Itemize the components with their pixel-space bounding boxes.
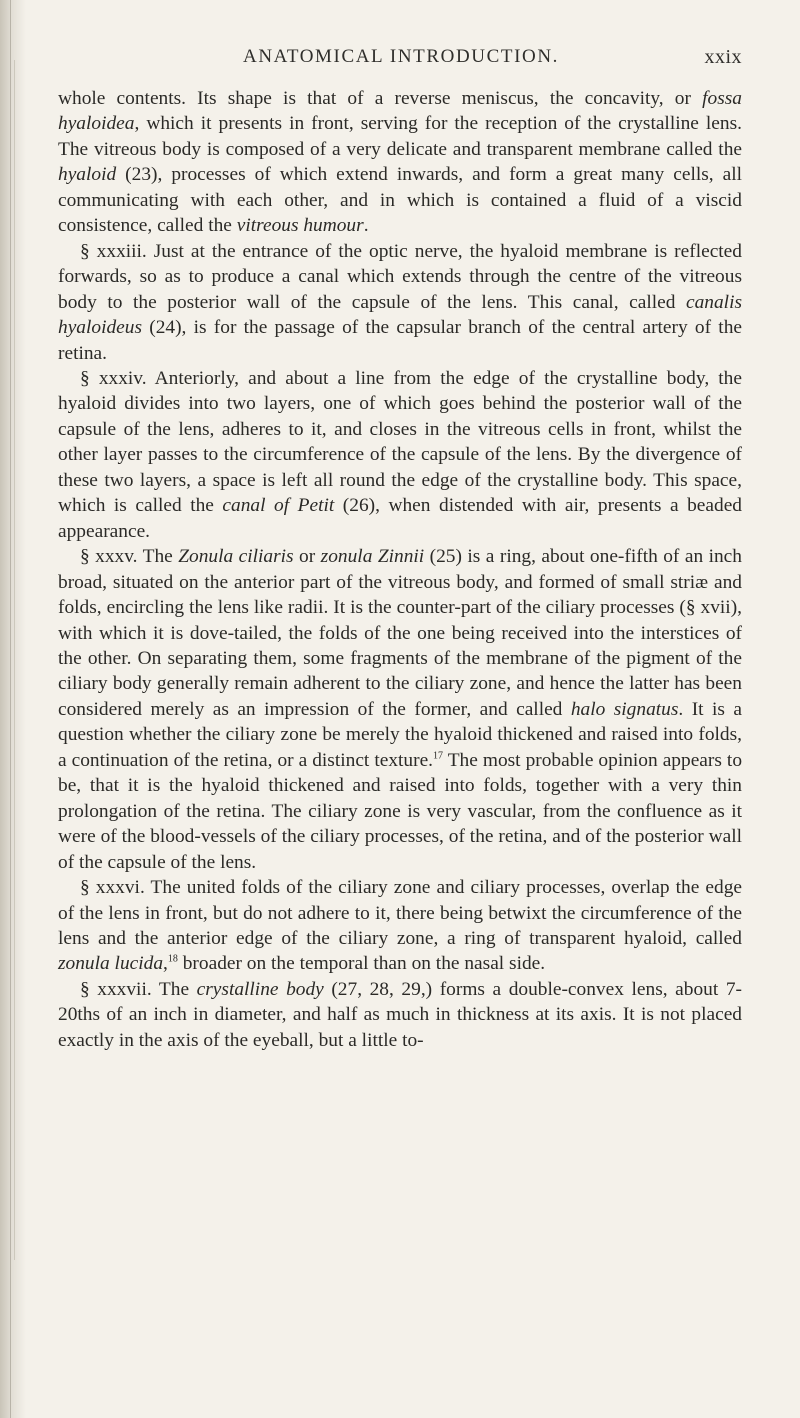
binding-edge-line-inner	[14, 60, 15, 1260]
italic-term: halo signatus	[570, 698, 679, 720]
paragraph	[58, 875, 742, 977]
paragraph	[58, 239, 742, 366]
text-run: ,	[163, 953, 168, 975]
italic-term: zonula Zinnii	[320, 546, 425, 568]
running-title: ANATOMICAL INTRODUCTION.	[243, 46, 559, 67]
text-run: broader on the temporal than on the nasal side.	[177, 953, 546, 975]
text-run: (26), when distended with air, presents a beaded appearance.	[58, 495, 742, 542]
italic-term: hyaloid	[58, 164, 117, 186]
text-run: § xxxvi. The united folds of the ciliary zone and ciliary processes, overlap the edge of the lens in front, but do not adhere to it, there being betwixt the circumference of the lens and the anterior edge of the ciliary zone, a ring of transparent hyaloid, called	[58, 877, 742, 949]
text-run: . It is a question whether the ciliary zone be merely the hyaloid thickened and raised into folds, a continuation of the retina, or a distinct texture.	[58, 698, 742, 771]
text-run: (27, 28, 29,) forms a double-convex lens, about 7-20ths of an inch in diameter, and half as much in thickness at its axis. It is not placed exactly in the axis of the eyeball, but a little to-	[58, 978, 742, 1051]
italic-term: zonula lucida	[58, 953, 164, 975]
footnote-marker: 18	[167, 953, 178, 965]
italic-term: canal of Petit	[222, 495, 335, 517]
text-run: or	[293, 546, 321, 568]
text-run: § xxxiii. Just at the entrance of the optic nerve, the hyaloid membrane is reflected forwards, so as to produce a canal which extends through the centre of the vitreous body to the posterior wall of the capsule of the lens. This canal, called	[58, 240, 742, 313]
text-run: § xxxv. The	[80, 546, 179, 568]
paragraph	[58, 544, 742, 875]
italic-term: vitreous humour	[236, 215, 364, 237]
paragraph	[58, 366, 742, 544]
footnote-marker: 17	[433, 750, 444, 762]
text-run: .	[363, 215, 369, 237]
text-run: The most probable opinion appears to be, that it is the hyaloid thickened and raised into folds, together with a very thin prolongation of the retina. The ciliary zone is very vascular, from the confluence as it were of the blood-vessels of the ciliary processes, of the retina, and of the posterior wall of the capsule of the lens.	[58, 749, 743, 873]
paragraph	[58, 977, 742, 1053]
italic-term: canalis hyaloideus	[58, 291, 742, 339]
binding-edge-line	[10, 0, 11, 1418]
text-run: , which it presents in front, serving for the reception of the crystalline lens. The vitreous body is composed of a very delicate and transparent membrane called the	[58, 113, 742, 160]
text-run: whole contents. Its shape is that of a reverse meniscus, the concavity, or	[58, 88, 703, 109]
text-run: (24), is for the passage of the capsular branch of the central artery of the retina.	[58, 317, 742, 364]
italic-term: fossa hyaloidea	[58, 88, 742, 135]
binding-gutter	[0, 0, 26, 1418]
italic-term: Zonula ciliaris	[178, 546, 294, 568]
text-run: (23), processes of which extend inwards, and form a great many cells, all communicating with each other, and in which is contained a fluid of a viscid consistence, called the	[58, 164, 742, 237]
text-run: (25) is a ring, about one-fifth of an inch broad, situated on the anterior part of the vitreous body, and formed of small striæ and folds, encircling the lens like radii. It is the counter-part of the ciliary processes (§ xvii), with which it is dove-tailed, the folds of the one being received into the interstices of the other. On separating them, some fragments of the membrane of the pigment of the ciliary body generally remain adherent to the ciliary zone, and hence the latter has been considered merely as an impression of the former, and called	[58, 546, 742, 720]
body-text	[58, 86, 742, 1053]
page-header	[60, 46, 742, 76]
text-run: § xxxiv. Anteriorly, and about a line from the edge of the crystalline body, the hyaloid divides into two layers, one of which goes behind the posterior wall of the capsule of the lens, adheres to it, and closes in the vitreous cells in front, whilst the other layer passes to the circumference of the capsule of the lens. By the divergence of these two layers, a space is left all round the edge of the crystalline body. This space, which is called the	[58, 367, 742, 517]
italic-term: crystalline body	[196, 978, 324, 1000]
text-run: § xxxvii. The	[80, 978, 197, 1000]
page-number: xxix	[704, 46, 742, 68]
paragraph	[58, 86, 742, 239]
